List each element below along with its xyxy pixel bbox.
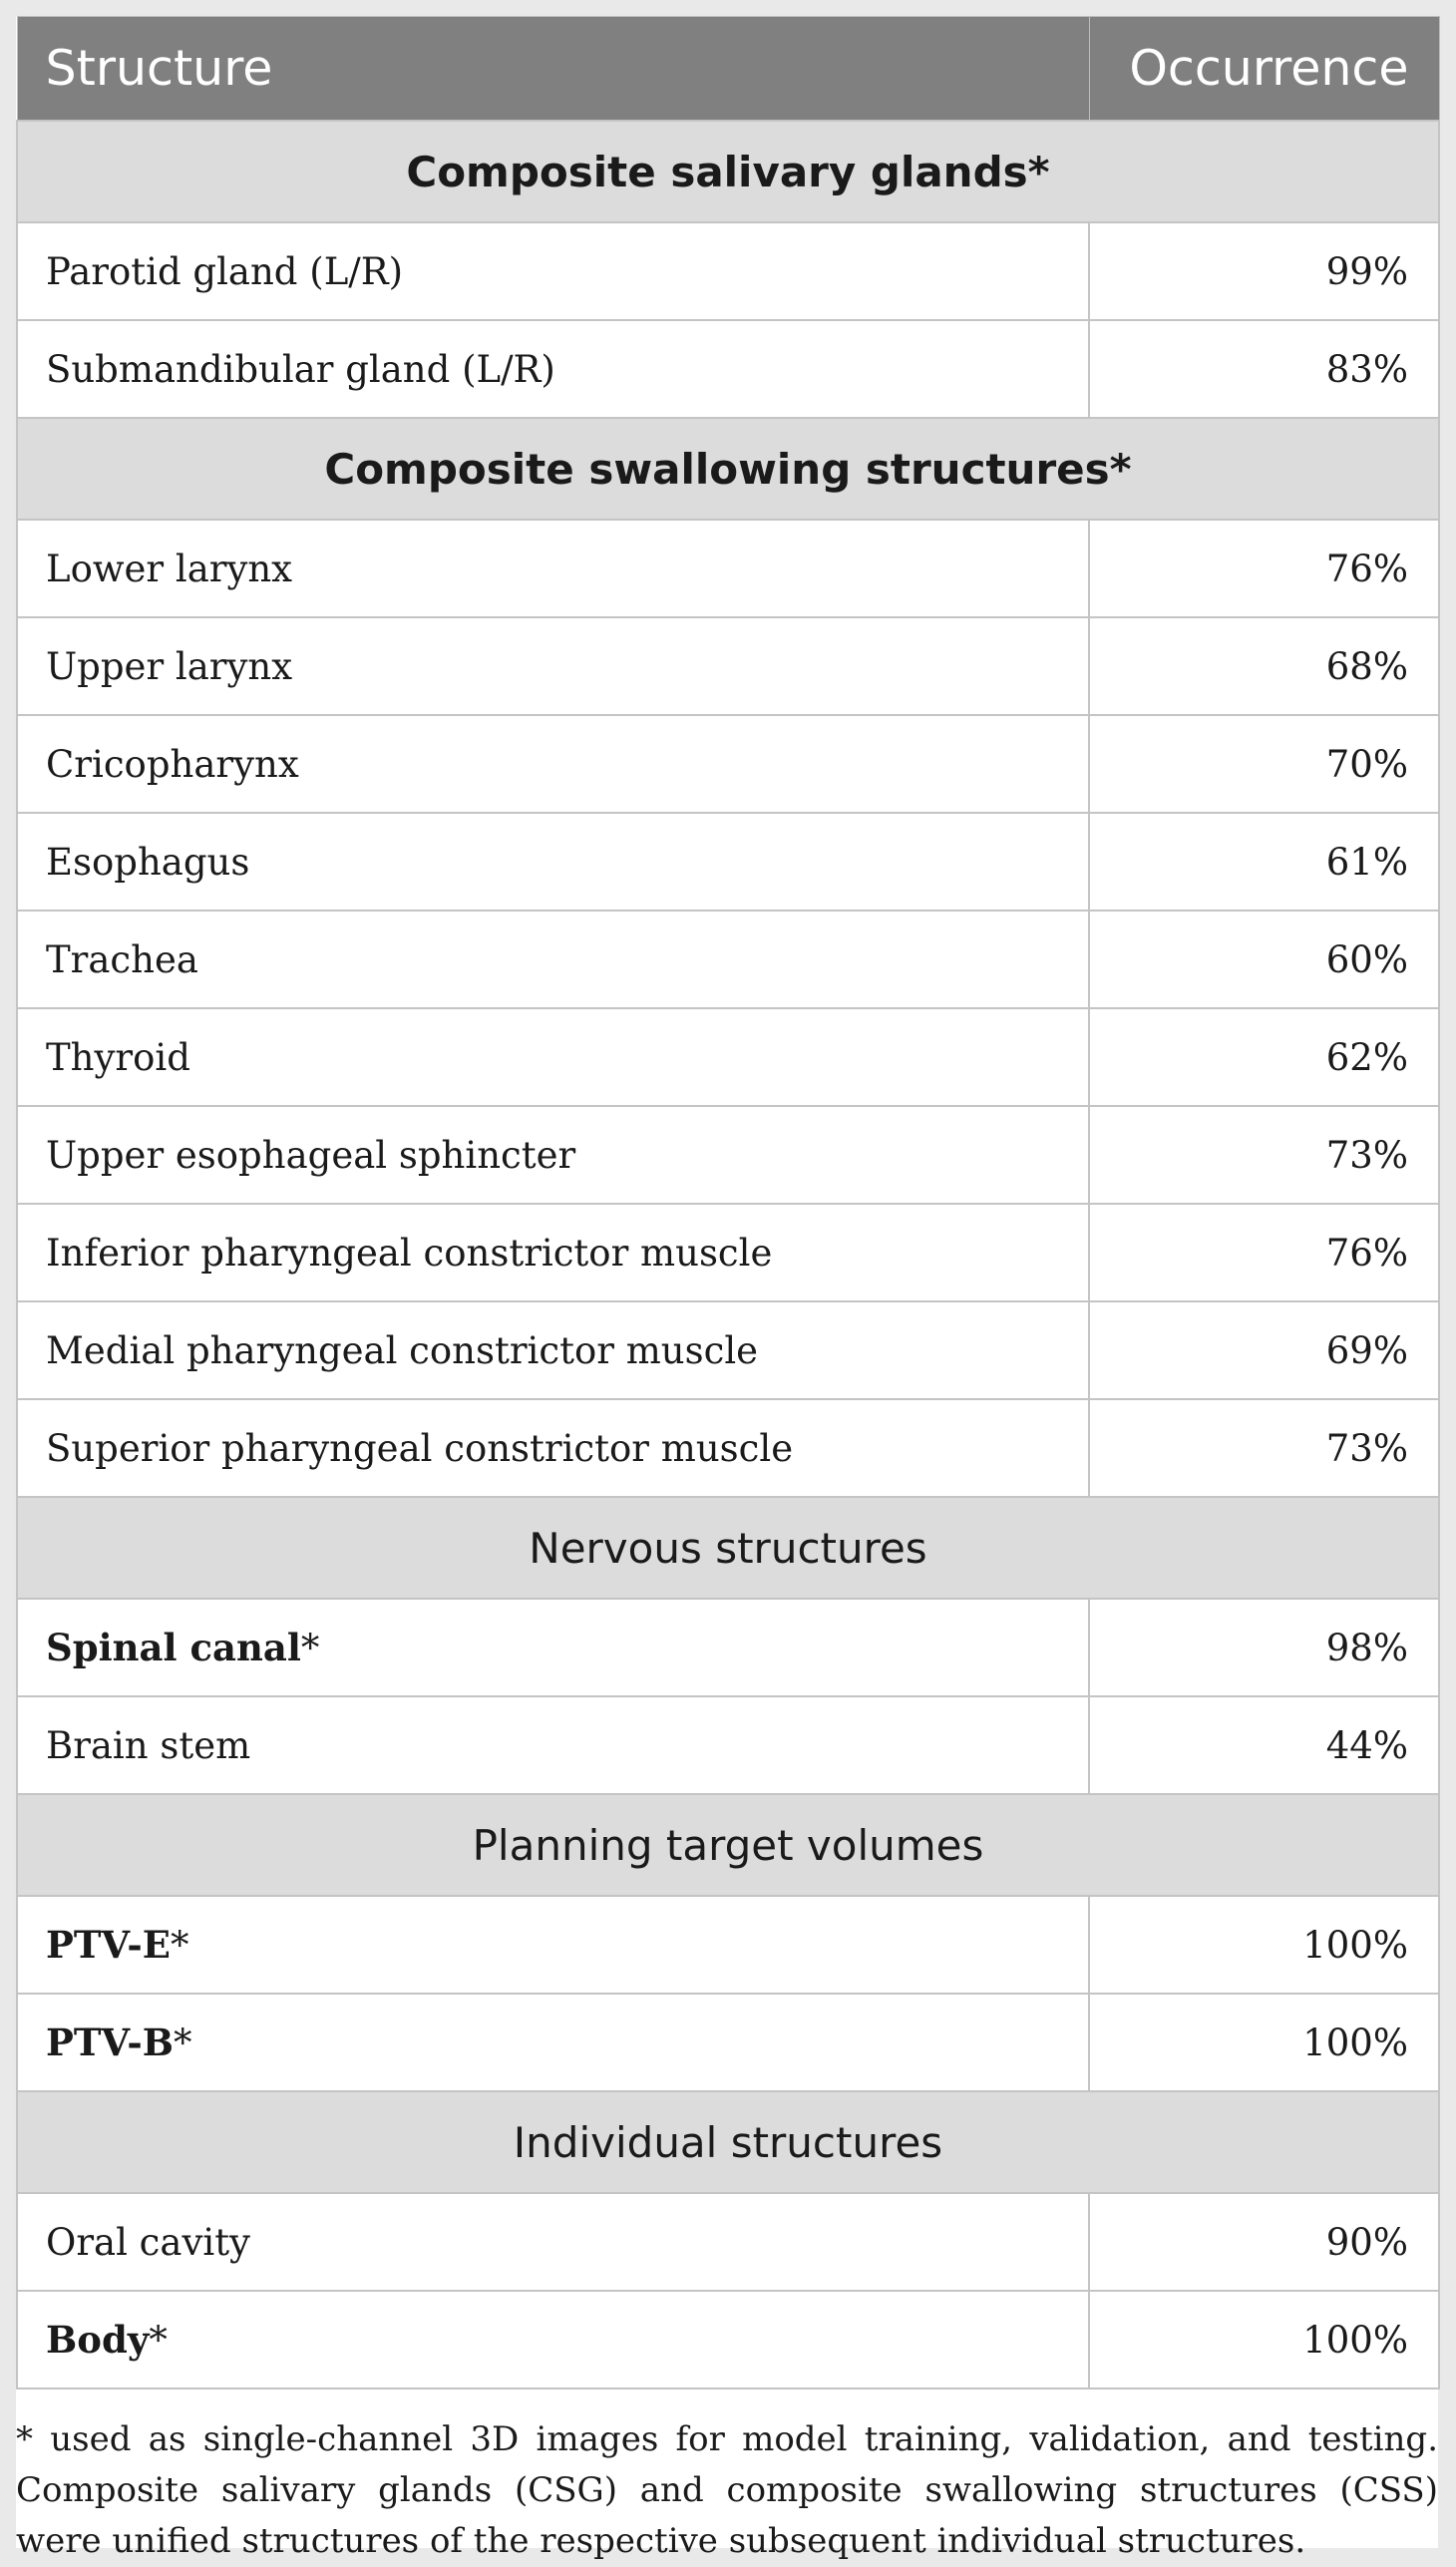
table-row — [17, 813, 1439, 911]
structure-cell — [17, 1696, 1089, 1794]
occurrence-cell: 99% — [1089, 222, 1439, 320]
structure-name: Medial pharyngeal constrictor muscle — [46, 1328, 759, 1372]
section-title: Composite salivary glands* — [17, 121, 1439, 222]
structure-name: Spinal canal — [46, 1626, 301, 1669]
footnote-marker: * — [174, 2021, 192, 2064]
table-row — [17, 1399, 1439, 1497]
structure-name: PTV-B — [46, 2020, 175, 2064]
table-row — [17, 2193, 1439, 2291]
section-header-row — [17, 1497, 1439, 1599]
structure-name: Oral cavity — [46, 2220, 250, 2264]
structure-cell — [17, 911, 1089, 1008]
occurrence-cell: 90% — [1089, 2193, 1439, 2291]
occurrence-cell: 83% — [1089, 320, 1439, 418]
structure-cell — [17, 617, 1089, 715]
table-row — [17, 715, 1439, 813]
occurrence-cell: 69% — [1089, 1301, 1439, 1399]
table-body — [17, 121, 1439, 2388]
table-row — [17, 911, 1439, 1008]
occurrence-cell: 61% — [1089, 813, 1439, 911]
structure-name: Upper esophageal sphincter — [46, 1133, 576, 1177]
table-row — [17, 1204, 1439, 1301]
structure-cell — [17, 320, 1089, 418]
structure-name: Upper larynx — [46, 644, 293, 688]
structure-name: Esophagus — [46, 840, 250, 884]
occurrence-cell: 68% — [1089, 617, 1439, 715]
section-title: Individual structures — [17, 2091, 1439, 2193]
structure-name: Superior pharyngeal constrictor muscle — [46, 1426, 794, 1470]
structure-name: Cricopharynx — [46, 742, 299, 786]
footnote-marker: * — [170, 1924, 189, 1967]
structure-name: PTV-E — [46, 1923, 171, 1967]
structure-cell — [17, 520, 1089, 617]
section-header-row — [17, 2091, 1439, 2193]
structure-cell — [17, 1599, 1089, 1696]
occurrence-cell: 73% — [1089, 1106, 1439, 1204]
occurrence-cell: 62% — [1089, 1008, 1439, 1106]
structure-cell — [17, 2193, 1089, 2291]
occurrence-cell: 100% — [1089, 1896, 1439, 1994]
section-header-row — [17, 1794, 1439, 1896]
occurrence-cell: 98% — [1089, 1599, 1439, 1696]
table-row — [17, 1301, 1439, 1399]
table-row — [17, 1599, 1439, 1696]
footnote-marker: * — [149, 2319, 168, 2362]
structure-name: Trachea — [46, 937, 198, 981]
structure-name: Inferior pharyngeal constrictor muscle — [46, 1231, 773, 1275]
occurrence-cell: 70% — [1089, 715, 1439, 813]
structure-cell — [17, 1301, 1089, 1399]
table-row — [17, 2291, 1439, 2388]
table-row — [17, 1696, 1439, 1794]
structure-cell — [17, 1204, 1089, 1301]
structure-cell — [17, 1896, 1089, 1994]
column-header-structure: Structure — [17, 17, 1089, 122]
table-row — [17, 1008, 1439, 1106]
table-row — [17, 1106, 1439, 1204]
structure-name: Brain stem — [46, 1723, 251, 1767]
occurrence-cell: 100% — [1089, 1994, 1439, 2091]
table-row — [17, 617, 1439, 715]
occurrence-cell: 44% — [1089, 1696, 1439, 1794]
structure-cell — [17, 1399, 1089, 1497]
table-row — [17, 1896, 1439, 1994]
occurrence-cell: 100% — [1089, 2291, 1439, 2388]
table-footnote: * used as single-channel 3D images for model training, validation, and testing. Composite salivary glands (CSG) and composite swallowing structures (CSS) were unified structures of the respective subsequent individual structures. — [16, 2419, 1438, 2561]
section-title: Nervous structures — [17, 1497, 1439, 1599]
structure-cell — [17, 1008, 1089, 1106]
structure-cell — [17, 1994, 1089, 2091]
structure-name: Submandibular gland (L/R) — [46, 347, 555, 391]
structure-cell — [17, 2291, 1089, 2388]
column-header-occurrence: Occurrence — [1089, 17, 1439, 122]
structure-name: Thyroid — [46, 1035, 190, 1079]
structure-name: Lower larynx — [46, 547, 293, 590]
occurrence-cell: 73% — [1089, 1399, 1439, 1497]
table-header-row — [17, 17, 1439, 122]
table-row — [17, 320, 1439, 418]
section-title: Composite swallowing structures* — [17, 418, 1439, 520]
footnote-marker: * — [300, 1627, 320, 1669]
structure-cell — [17, 715, 1089, 813]
table-card — [16, 16, 1438, 2561]
table-row — [17, 1994, 1439, 2091]
occurrence-cell: 76% — [1089, 520, 1439, 617]
structure-name: Body — [46, 2318, 150, 2362]
structure-cell — [17, 1106, 1089, 1204]
occurrence-cell: 76% — [1089, 1204, 1439, 1301]
occurrence-cell: 60% — [1089, 911, 1439, 1008]
structure-cell — [17, 813, 1089, 911]
structure-name: Parotid gland (L/R) — [46, 249, 404, 293]
section-title: Planning target volumes — [17, 1794, 1439, 1896]
structure-cell — [17, 222, 1089, 320]
occurrence-table — [16, 16, 1440, 2389]
table-row — [17, 520, 1439, 617]
table-row — [17, 222, 1439, 320]
section-header-row — [17, 418, 1439, 520]
section-header-row — [17, 121, 1439, 222]
